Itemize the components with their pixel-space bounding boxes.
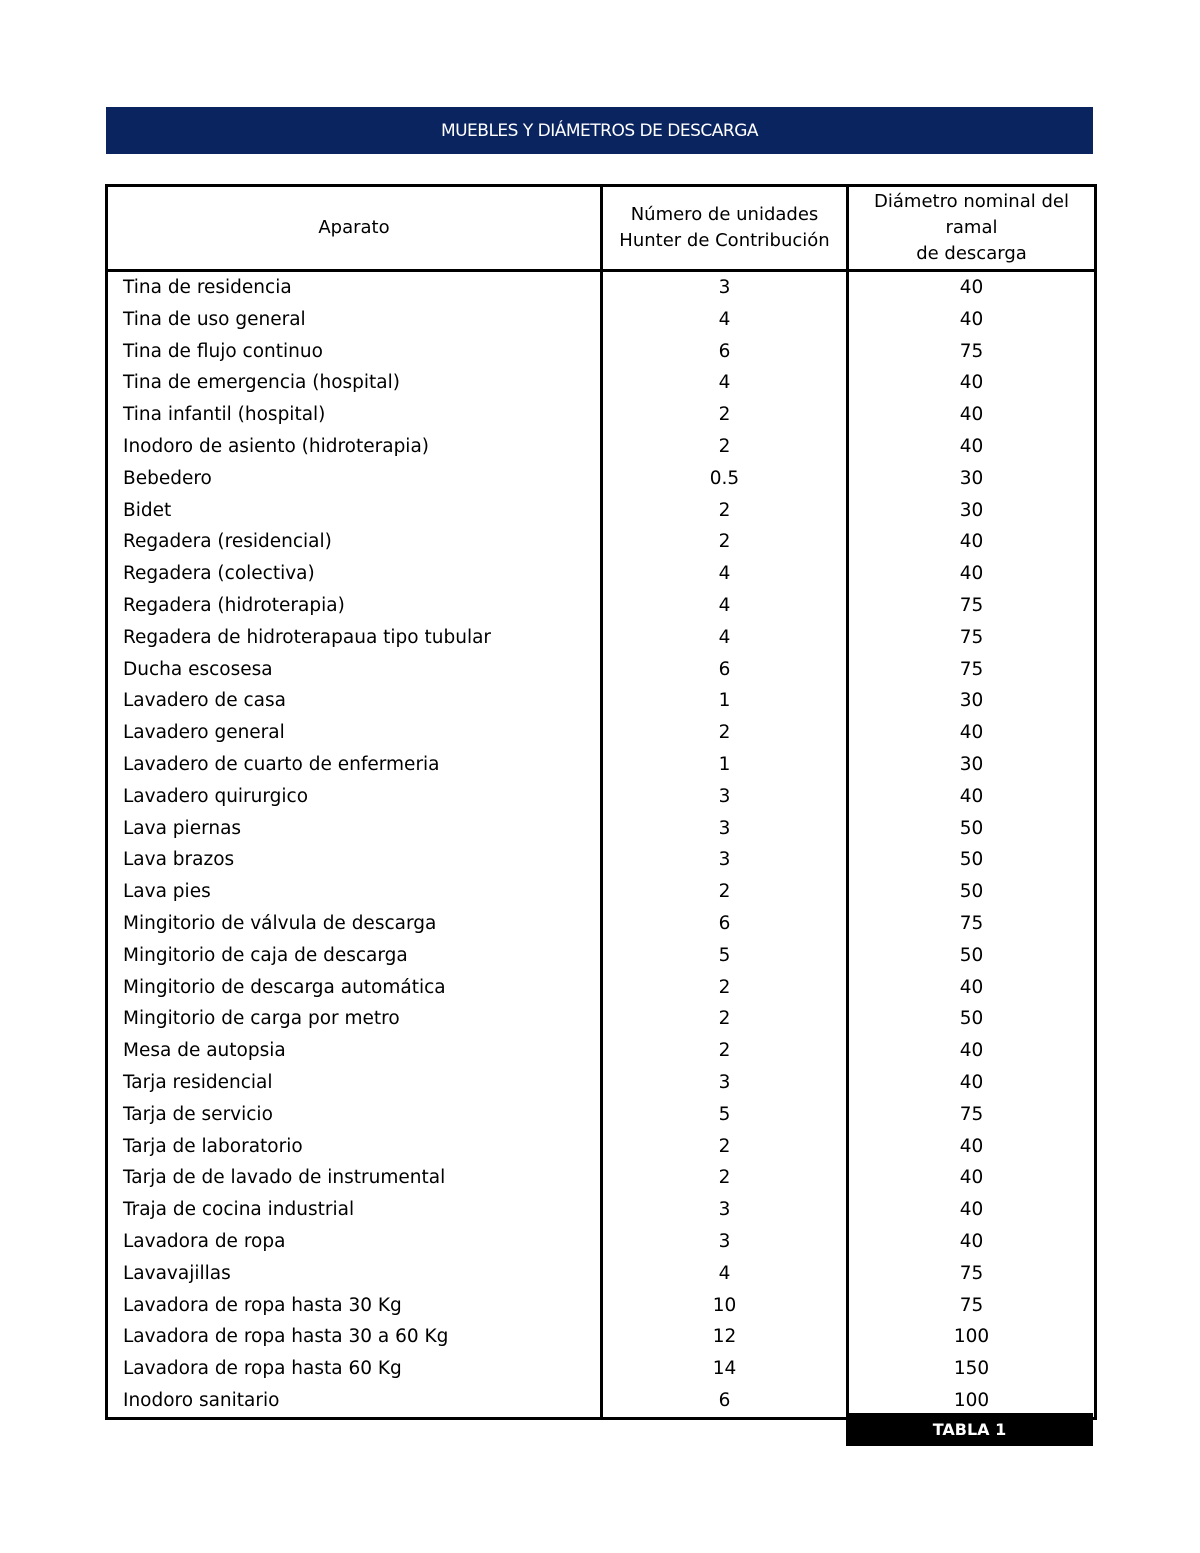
cell-aparato: Bidet [107,495,602,527]
cell-diametro: 100 [848,1321,1096,1353]
cell-aparato: Lava piernas [107,813,602,845]
cell-aparato: Mesa de autopsia [107,1035,602,1067]
cell-diametro: 40 [848,271,1096,304]
table-row [107,367,1096,399]
cell-diametro: 75 [848,908,1096,940]
cell-diametro: 40 [848,1162,1096,1194]
cell-aparato: Tina de uso general [107,304,602,336]
cell-unidades-hunter: 2 [602,972,848,1004]
cell-unidades-hunter: 4 [602,590,848,622]
table-row [107,908,1096,940]
cell-unidades-hunter: 2 [602,1131,848,1163]
cell-diametro: 40 [848,972,1096,1004]
cell-diametro: 40 [848,1131,1096,1163]
cell-aparato: Lavadero de casa [107,685,602,717]
cell-diametro: 50 [848,813,1096,845]
cell-unidades-hunter: 3 [602,1194,848,1226]
cell-aparato: Mingitorio de válvula de descarga [107,908,602,940]
cell-aparato: Tarja residencial [107,1067,602,1099]
cell-aparato: Lavadero quirurgico [107,781,602,813]
table-row [107,1290,1096,1322]
cell-unidades-hunter: 4 [602,622,848,654]
cell-unidades-hunter: 2 [602,1035,848,1067]
table-row [107,813,1096,845]
cell-aparato: Regadera (hidroterapia) [107,590,602,622]
table-row [107,685,1096,717]
cell-unidades-hunter: 3 [602,271,848,304]
table-row [107,1003,1096,1035]
cell-unidades-hunter: 2 [602,399,848,431]
cell-aparato: Tina de residencia [107,271,602,304]
cell-diametro: 40 [848,431,1096,463]
cell-diametro: 40 [848,781,1096,813]
cell-diametro: 75 [848,622,1096,654]
cell-aparato: Tina de flujo continuo [107,336,602,368]
table-row [107,1067,1096,1099]
cell-unidades-hunter: 6 [602,1385,848,1418]
table-row [107,558,1096,590]
cell-aparato: Lavadora de ropa hasta 60 Kg [107,1353,602,1385]
table-row [107,622,1096,654]
table-row [107,749,1096,781]
cell-aparato: Regadera (residencial) [107,526,602,558]
cell-diametro: 30 [848,749,1096,781]
cell-diametro: 40 [848,367,1096,399]
cell-unidades-hunter: 2 [602,526,848,558]
table-row [107,1353,1096,1385]
cell-diametro: 50 [848,876,1096,908]
cell-aparato: Tina infantil (hospital) [107,399,602,431]
cell-diametro: 40 [848,1035,1096,1067]
cell-aparato: Lavadero de cuarto de enfermeria [107,749,602,781]
cell-aparato: Lava pies [107,876,602,908]
col-header-diametro-line1: Diámetro nominal del ramal [874,191,1069,238]
table-row [107,844,1096,876]
cell-diametro: 100 [848,1385,1096,1418]
cell-unidades-hunter: 5 [602,940,848,972]
cell-aparato: Ducha escosesa [107,654,602,686]
cell-unidades-hunter: 2 [602,495,848,527]
table-row [107,1258,1096,1290]
cell-diametro: 50 [848,940,1096,972]
table-row [107,876,1096,908]
cell-aparato: Lavavajillas [107,1258,602,1290]
col-header-uh-line2: Hunter de Contribución [619,230,830,251]
cell-aparato: Lavadora de ropa hasta 30 a 60 Kg [107,1321,602,1353]
cell-diametro: 40 [848,1194,1096,1226]
cell-aparato: Lavadora de ropa hasta 30 Kg [107,1290,602,1322]
cell-aparato: Mingitorio de carga por metro [107,1003,602,1035]
cell-aparato: Tarja de de lavado de instrumental [107,1162,602,1194]
cell-aparato: Regadera de hidroterapaua tipo tubular [107,622,602,654]
cell-aparato: Lavadora de ropa [107,1226,602,1258]
cell-diametro: 40 [848,304,1096,336]
cell-unidades-hunter: 4 [602,558,848,590]
cell-unidades-hunter: 2 [602,876,848,908]
cell-aparato: Regadera (colectiva) [107,558,602,590]
table-row [107,1099,1096,1131]
cell-unidades-hunter: 3 [602,1226,848,1258]
table-row [107,940,1096,972]
cell-unidades-hunter: 6 [602,908,848,940]
cell-unidades-hunter: 3 [602,844,848,876]
cell-diametro: 30 [848,463,1096,495]
cell-diametro: 75 [848,1258,1096,1290]
cell-diametro: 75 [848,1099,1096,1131]
col-header-diametro [848,186,1096,271]
cell-aparato: Traja de cocina industrial [107,1194,602,1226]
col-header-aparato [107,186,602,271]
cell-diametro: 75 [848,654,1096,686]
cell-aparato: Bebedero [107,463,602,495]
table-row [107,495,1096,527]
cell-unidades-hunter: 1 [602,749,848,781]
cell-unidades-hunter: 5 [602,1099,848,1131]
cell-unidades-hunter: 4 [602,1258,848,1290]
cell-aparato: Lava brazos [107,844,602,876]
cell-unidades-hunter: 3 [602,813,848,845]
fixtures-table [105,184,1097,1420]
cell-diametro: 40 [848,526,1096,558]
table-tag: TABLA 1 [846,1413,1093,1446]
table-row [107,972,1096,1004]
cell-unidades-hunter: 2 [602,717,848,749]
cell-diametro: 75 [848,336,1096,368]
table-row [107,1226,1096,1258]
col-header-diametro-line2: de descarga [916,243,1027,264]
cell-unidades-hunter: 12 [602,1321,848,1353]
cell-aparato: Inodoro de asiento (hidroterapia) [107,431,602,463]
cell-aparato: Mingitorio de descarga automática [107,972,602,1004]
cell-diametro: 40 [848,399,1096,431]
cell-aparato: Mingitorio de caja de descarga [107,940,602,972]
cell-diametro: 50 [848,844,1096,876]
table-row [107,1321,1096,1353]
cell-diametro: 75 [848,1290,1096,1322]
cell-diametro: 40 [848,717,1096,749]
table-row [107,717,1096,749]
table-body [107,271,1096,1419]
page-title: MUEBLES Y DIÁMETROS DE DESCARGA [106,107,1093,154]
cell-diametro: 150 [848,1353,1096,1385]
col-header-aparato-label: Aparato [318,217,390,238]
table-row [107,590,1096,622]
table-row [107,1194,1096,1226]
col-header-uh [602,186,848,271]
cell-unidades-hunter: 10 [602,1290,848,1322]
table-row [107,431,1096,463]
table-row [107,304,1096,336]
cell-aparato: Tarja de laboratorio [107,1131,602,1163]
cell-unidades-hunter: 3 [602,781,848,813]
table-row [107,399,1096,431]
table-row [107,526,1096,558]
table-row [107,654,1096,686]
cell-unidades-hunter: 6 [602,654,848,686]
cell-aparato: Tina de emergencia (hospital) [107,367,602,399]
cell-diametro: 40 [848,558,1096,590]
cell-unidades-hunter: 2 [602,1003,848,1035]
table-row [107,781,1096,813]
table-row [107,336,1096,368]
cell-aparato: Lavadero general [107,717,602,749]
cell-unidades-hunter: 0.5 [602,463,848,495]
cell-unidades-hunter: 4 [602,367,848,399]
cell-diametro: 40 [848,1067,1096,1099]
cell-unidades-hunter: 1 [602,685,848,717]
cell-unidades-hunter: 2 [602,1162,848,1194]
table-row [107,1131,1096,1163]
cell-aparato: Inodoro sanitario [107,1385,602,1418]
cell-diametro: 75 [848,590,1096,622]
cell-diametro: 50 [848,1003,1096,1035]
cell-diametro: 40 [848,1226,1096,1258]
cell-unidades-hunter: 4 [602,304,848,336]
cell-unidades-hunter: 6 [602,336,848,368]
cell-diametro: 30 [848,495,1096,527]
table-row [107,1162,1096,1194]
table-row [107,1035,1096,1067]
col-header-uh-line1: Número de unidades [630,204,819,225]
cell-unidades-hunter: 3 [602,1067,848,1099]
cell-aparato: Tarja de servicio [107,1099,602,1131]
table-row [107,463,1096,495]
cell-unidades-hunter: 2 [602,431,848,463]
cell-unidades-hunter: 14 [602,1353,848,1385]
cell-diametro: 30 [848,685,1096,717]
table-row [107,271,1096,304]
table-header-row [107,186,1096,271]
